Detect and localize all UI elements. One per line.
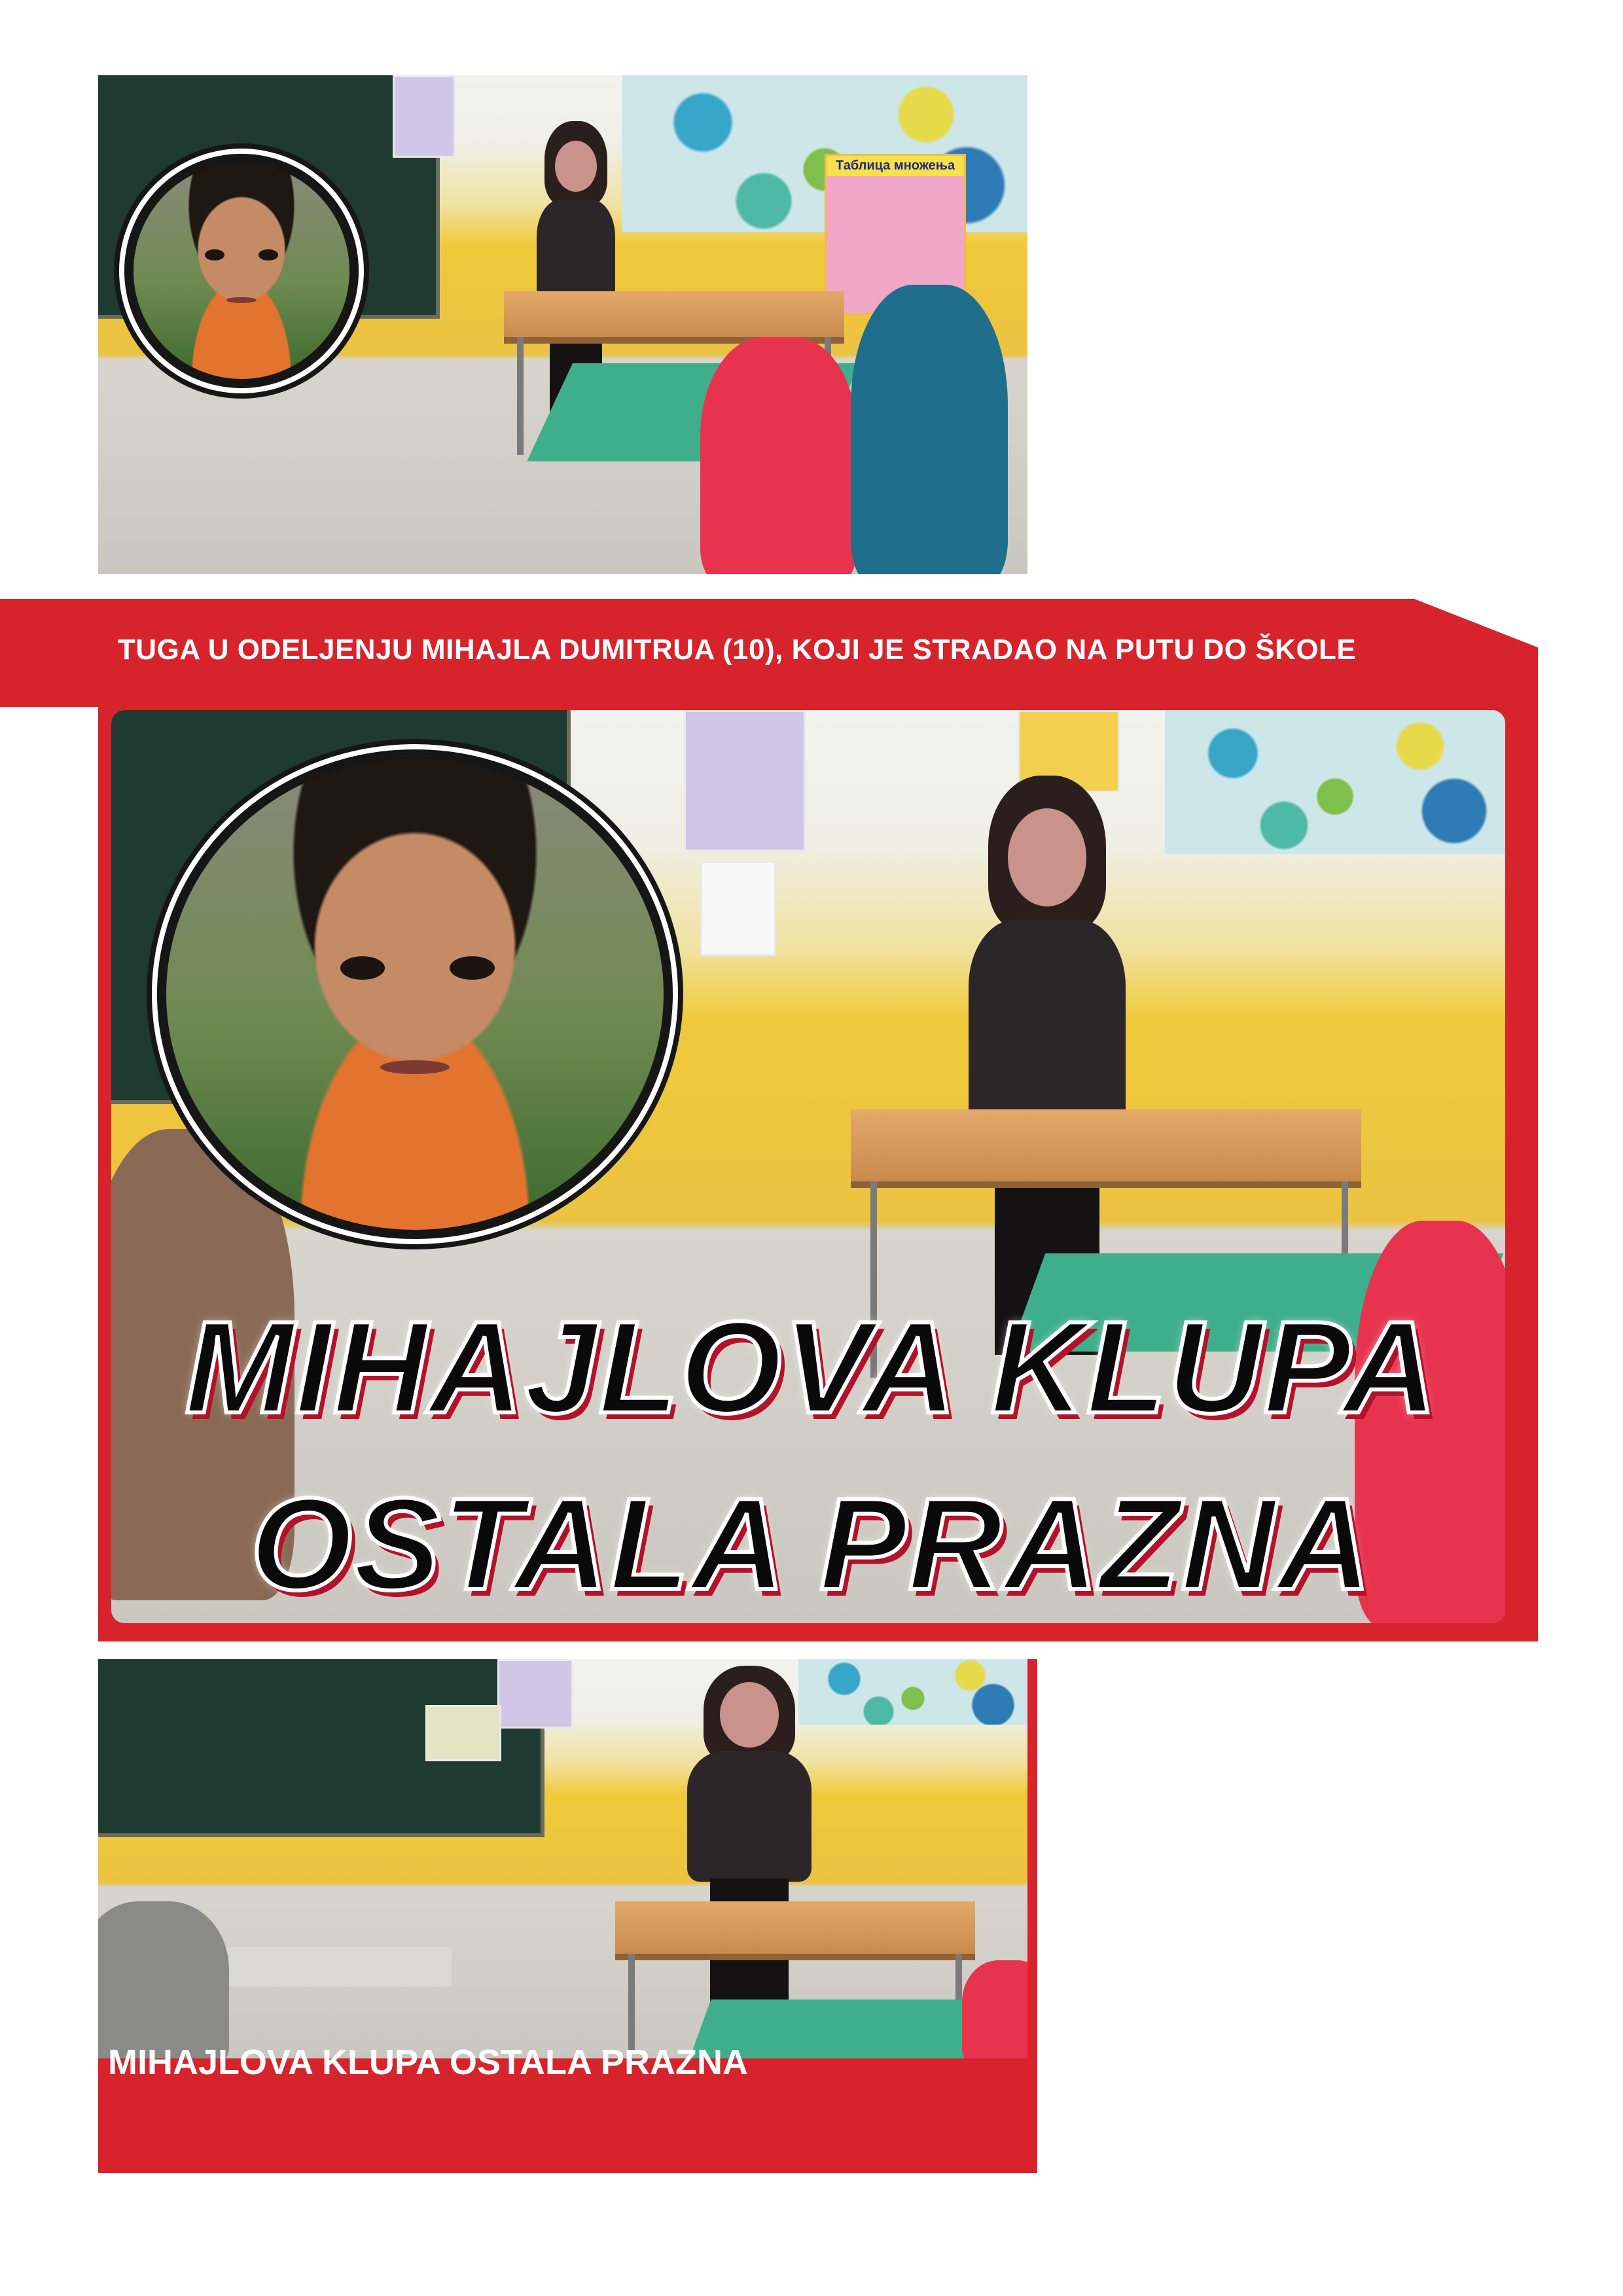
wall-mosaic — [798, 1659, 1027, 1725]
student-pink — [700, 337, 857, 574]
boy-portrait — [124, 154, 359, 388]
teacher-figure — [681, 1666, 818, 2032]
kicker-band-corner — [1361, 599, 1538, 707]
student-right — [962, 1960, 1027, 2058]
headline-line-1: MIHAJLOVA KLUPA — [185, 1295, 1438, 1441]
wall-mosaic — [1165, 710, 1505, 854]
boy-portrait — [157, 749, 673, 1239]
student-blue — [851, 285, 1008, 574]
top-classroom-photo — [98, 75, 1027, 574]
empty-desk — [615, 1901, 975, 1960]
poster-title: Таблица множења — [827, 156, 964, 176]
small-poster — [425, 1705, 501, 1761]
caption-band-side — [1027, 1659, 1037, 2173]
caption-text: MIHAJLOVA KLUPA OSTALA PRAZNA — [108, 2043, 748, 2082]
alphabet-poster — [497, 1659, 573, 1729]
paper-sheet — [700, 861, 776, 956]
empty-desk — [851, 1109, 1361, 1188]
kicker-text: TUGA U ODELJENJU MIHAJLA DUMITRUA (10), KOJI JE STRADAO NA PUTU DO ŠKOLE — [118, 634, 1357, 666]
student-left — [98, 1901, 229, 2058]
alphabet-poster — [684, 710, 806, 852]
headline-line-2: OSTALA PRAZNA — [250, 1471, 1373, 1617]
empty-desk — [504, 291, 844, 344]
bottom-classroom-photo — [98, 1659, 1027, 2058]
alphabet-poster — [393, 75, 455, 158]
